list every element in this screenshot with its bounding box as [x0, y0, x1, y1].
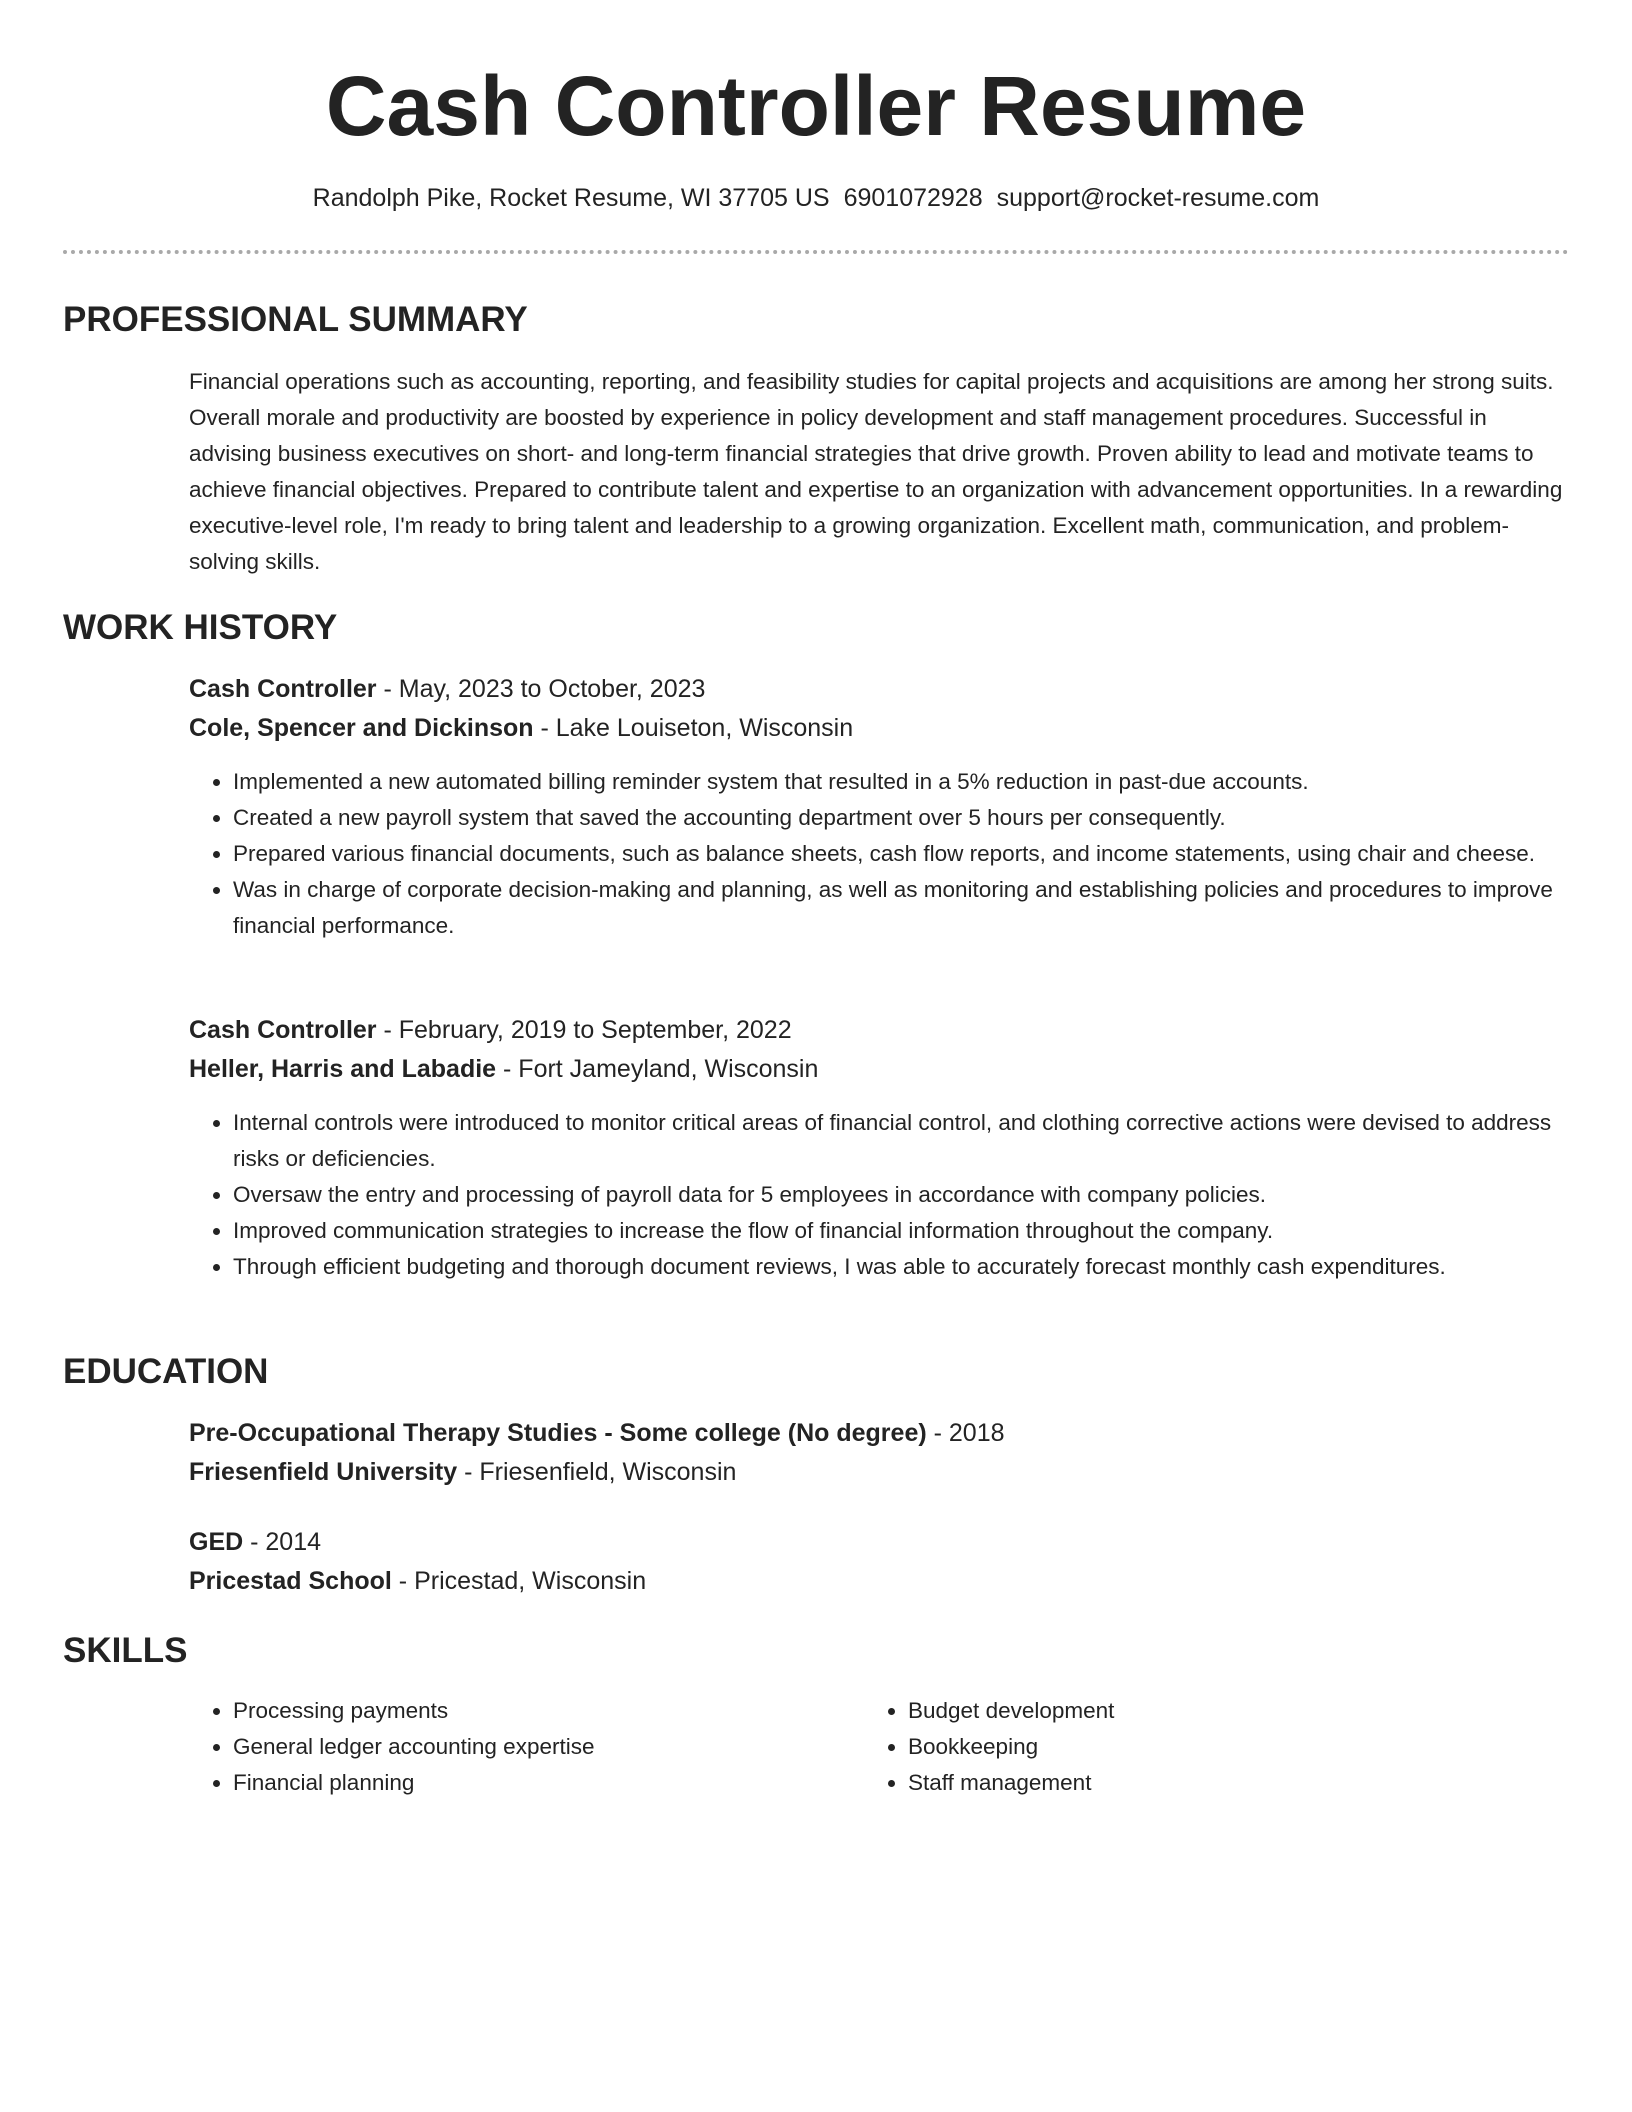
education-1-degree: Pre-Occupational Therapy Studies - Some college (No degree): [189, 1419, 927, 1447]
education-2-year: - 2014: [243, 1528, 322, 1556]
list-item: • Budget development: [908, 1693, 1464, 1729]
education-2-location: - Pricestad, Wisconsin: [391, 1567, 647, 1595]
job-2-title: Cash Controller: [189, 1016, 377, 1044]
education-1-year: - 2018: [926, 1419, 1005, 1447]
list-item: • Processing payments: [233, 1693, 789, 1729]
job-2-title-line: [189, 1012, 792, 1048]
job-2-dates: - February, 2019 to September, 2022: [376, 1016, 792, 1044]
list-item: • Financial planning: [233, 1765, 789, 1801]
list-item: • Internal controls were introduced to monitor critical areas of financial control, and clothing corrective actions were devised to address risks or deficiencies.: [233, 1105, 1569, 1177]
list-item: • Implemented a new automated billing reminder system that resulted in a 5% reduction in past-due accounts.: [233, 764, 1569, 800]
job-2-location: - Fort Jameyland, Wisconsin: [496, 1055, 819, 1083]
list-item: • Through efficient budgeting and thorough document reviews, I was able to accurately forecast monthly cash expenditures.: [233, 1249, 1569, 1285]
list-item: • Bookkeeping: [908, 1729, 1464, 1765]
list-item: • Prepared various financial documents, such as balance sheets, cash flow reports, and income statements, using chair and cheese.: [233, 836, 1569, 872]
education-2-school: Pricestad School: [189, 1567, 392, 1595]
job-2-company: Heller, Harris and Labadie: [189, 1055, 497, 1083]
job-1-title-line: [189, 671, 705, 707]
job-2-bullets: [189, 1105, 1569, 1285]
job-1-company-line: [189, 710, 853, 746]
section-title-summary: PROFESSIONAL SUMMARY: [63, 300, 528, 339]
section-title-education: EDUCATION: [63, 1352, 269, 1391]
contact-phone: 6901072928: [843, 184, 983, 212]
job-1-title: Cash Controller: [189, 675, 377, 703]
education-1-degree-line: [189, 1415, 1005, 1451]
job-1-location: - Lake Louiseton, Wisconsin: [533, 714, 854, 742]
list-item: • General ledger accounting expertise: [233, 1729, 789, 1765]
education-1-school-line: [189, 1454, 736, 1490]
education-2-degree-line: [189, 1524, 321, 1560]
contact-address: Randolph Pike, Rocket Resume, WI 37705 US: [312, 184, 830, 212]
list-item: • Staff management: [908, 1765, 1464, 1801]
header-divider: [63, 250, 1569, 254]
section-title-work-history: WORK HISTORY: [63, 608, 338, 647]
skills-list-right: [864, 1693, 1464, 1801]
job-2-company-line: [189, 1051, 818, 1087]
list-item: • Improved communication strategies to increase the flow of financial information throughout the company.: [233, 1213, 1569, 1249]
list-item: • Oversaw the entry and processing of payroll data for 5 employees in accordance with company policies.: [233, 1177, 1569, 1213]
education-2-degree: GED: [189, 1528, 244, 1556]
list-item: • Was in charge of corporate decision-making and planning, as well as monitoring and establishing policies and procedures to improve financial performance.: [233, 872, 1569, 944]
resume-title: Cash Controller Resume: [325, 59, 1307, 153]
skills-list-left: [189, 1693, 789, 1801]
section-title-skills: SKILLS: [63, 1631, 188, 1670]
contact-line: [0, 180, 1632, 216]
education-1-location: - Friesenfield, Wisconsin: [457, 1458, 737, 1486]
job-1-dates: - May, 2023 to October, 2023: [376, 675, 706, 703]
education-1-school: Friesenfield University: [189, 1458, 458, 1486]
education-2-school-line: [189, 1563, 646, 1599]
summary-text: Financial operations such as accounting, reporting, and feasibility studies for capital projects and acquisitions are among her strong suits. Overall morale and productivity are boosted by experience in policy development and staff management procedures. Successful in advising business executives on short- and long-term financial strategies that drive growth. Proven ability to lead and motivate teams to achieve financial objectives. Prepared to contribute talent and expertise to an organization with advancement opportunities. In a rewarding executive-level role, I'm ready to bring talent and leadership to a growing organization. Excellent math, communication, and problem-solving skills.: [189, 369, 1563, 574]
job-1-bullets: [189, 764, 1569, 944]
list-item: • Created a new payroll system that saved the accounting department over 5 hours per consequently.: [233, 800, 1569, 836]
contact-email: support@rocket-resume.com: [996, 184, 1320, 212]
job-1-company: Cole, Spencer and Dickinson: [189, 714, 534, 742]
